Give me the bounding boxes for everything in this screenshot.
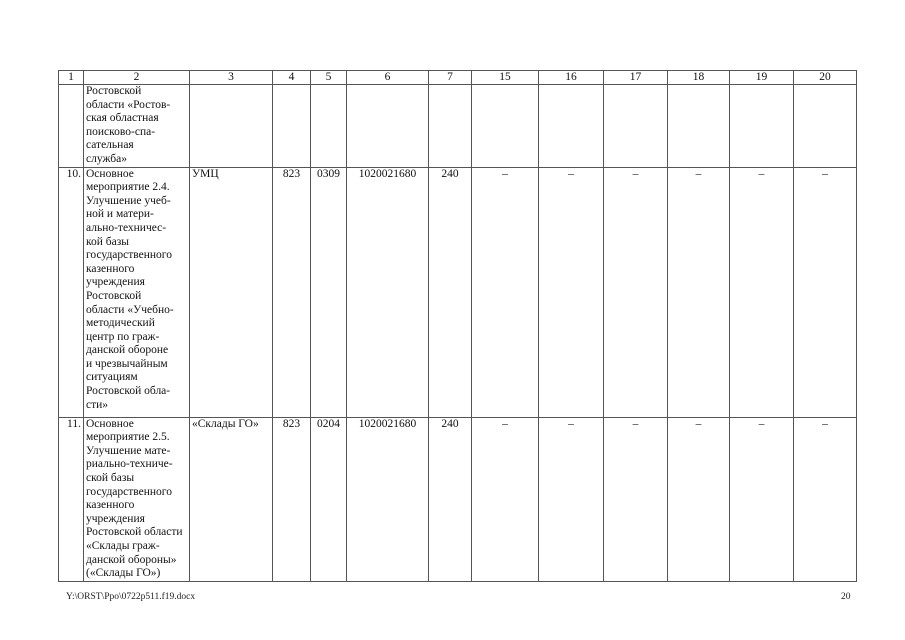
activity-name-line: «Склады граж-: [86, 539, 160, 552]
value-cell-c19: –: [730, 167, 794, 417]
activity-name-line: ская областная: [86, 112, 159, 125]
activity-name-line: области «Ростов-: [86, 98, 171, 111]
table-row: [59, 417, 857, 581]
value-cell-c4: 823: [273, 417, 311, 581]
activity-name-line: центр по граж-: [86, 330, 160, 343]
activity-name-line: ной и матери-: [86, 208, 154, 221]
activity-name-line: Ростовской обла-: [86, 385, 171, 398]
value-cell-c15: –: [472, 417, 539, 581]
value-cell-c7: 240: [429, 167, 472, 417]
executor-cell: УМЦ: [190, 167, 273, 417]
activity-name-line: ской базы: [86, 471, 135, 484]
column-header: 15: [472, 71, 539, 85]
activity-name-line: ситуациям: [86, 371, 138, 384]
activity-name-line: учреждения: [86, 512, 145, 525]
executor-cell: [190, 85, 273, 168]
column-header: 17: [604, 71, 668, 85]
value-cell-c18: –: [668, 167, 730, 417]
activity-name-line: данской обороны»: [86, 553, 177, 566]
value-cell-c17: –: [604, 417, 668, 581]
value-cell-c18: –: [668, 417, 730, 581]
executor-cell: «Склады ГО»: [190, 417, 273, 581]
activity-name-line: сательная: [86, 139, 134, 152]
column-header: 7: [429, 71, 472, 85]
activity-name-line: государственного: [86, 249, 172, 262]
activity-name-line: и чрезвычайным: [86, 357, 168, 370]
value-cell-c6: [347, 85, 429, 168]
value-cell-c7: 240: [429, 417, 472, 581]
value-cell-c4: [273, 85, 311, 168]
activity-name-line: казенного: [86, 262, 135, 275]
activity-name-cell: [84, 167, 190, 417]
activity-name-line: данской обороне: [86, 344, 169, 357]
row-number: [59, 85, 84, 168]
value-cell-c20: [794, 85, 857, 168]
column-header: 3: [190, 71, 273, 85]
activity-name-line: Основное: [86, 167, 134, 180]
activity-name-line: риально-техниче-: [86, 458, 173, 471]
row-number: 10.: [59, 167, 84, 417]
activity-name-cell: [84, 417, 190, 581]
footer-page-number: 20: [841, 592, 851, 602]
value-cell-c15: [472, 85, 539, 168]
column-header: 16: [539, 71, 604, 85]
column-header: 1: [59, 71, 84, 85]
activity-name-line: учреждения: [86, 276, 145, 289]
column-header: 2: [84, 71, 190, 85]
column-header: 6: [347, 71, 429, 85]
activity-name-line: Основное: [86, 417, 134, 430]
column-header: 4: [273, 71, 311, 85]
value-cell-c5: 0204: [311, 417, 347, 581]
activity-name-line: мероприятие 2.5.: [86, 431, 170, 444]
footer-file-path: Y:\ORST\Ppo\0722p511.f19.docx: [66, 592, 196, 602]
activity-name-cell: [84, 85, 190, 168]
value-cell-c17: [604, 85, 668, 168]
value-cell-c16: –: [539, 167, 604, 417]
activity-name-line: методический: [86, 317, 155, 330]
activity-name-line: («Склады ГО»): [86, 567, 161, 580]
row-number: 11.: [59, 417, 84, 581]
activity-name-line: кой базы: [86, 235, 130, 248]
activity-name-line: казенного: [86, 499, 135, 512]
value-cell-c17: –: [604, 167, 668, 417]
column-header: 19: [730, 71, 794, 85]
activity-name-line: государственного: [86, 485, 172, 498]
activity-name-line: области «Учебно-: [86, 303, 174, 316]
value-cell-c5: 0309: [311, 167, 347, 417]
value-cell-c15: –: [472, 167, 539, 417]
value-cell-c19: –: [730, 417, 794, 581]
activity-name-line: служба»: [86, 152, 127, 165]
activity-name-line: ально-техничес-: [86, 221, 167, 234]
column-header: 5: [311, 71, 347, 85]
budget-table: [58, 70, 857, 582]
value-cell-c7: [429, 85, 472, 168]
table-row: [59, 167, 857, 417]
value-cell-c18: [668, 85, 730, 168]
activity-name-line: Ростовской области: [86, 526, 183, 539]
value-cell-c16: –: [539, 417, 604, 581]
value-cell-c6: 1020021680: [347, 167, 429, 417]
value-cell-c19: [730, 85, 794, 168]
activity-name-line: Ростовской: [86, 289, 142, 302]
value-cell-c20: –: [794, 167, 857, 417]
value-cell-c20: –: [794, 417, 857, 581]
value-cell-c5: [311, 85, 347, 168]
activity-name-line: Ростовской: [86, 85, 142, 97]
activity-name-line: поисково-спа-: [86, 125, 156, 138]
activity-name-line: Улучшение учеб-: [86, 194, 171, 207]
activity-name-line: Улучшение мате-: [86, 444, 171, 457]
activity-name-line: сти»: [86, 398, 109, 411]
value-cell-c6: 1020021680: [347, 417, 429, 581]
activity-name-line: мероприятие 2.4.: [86, 181, 170, 194]
value-cell-c16: [539, 85, 604, 168]
table-header-row: [59, 71, 857, 85]
column-header: 18: [668, 71, 730, 85]
table-row: [59, 85, 857, 168]
column-header: 20: [794, 71, 857, 85]
value-cell-c4: 823: [273, 167, 311, 417]
